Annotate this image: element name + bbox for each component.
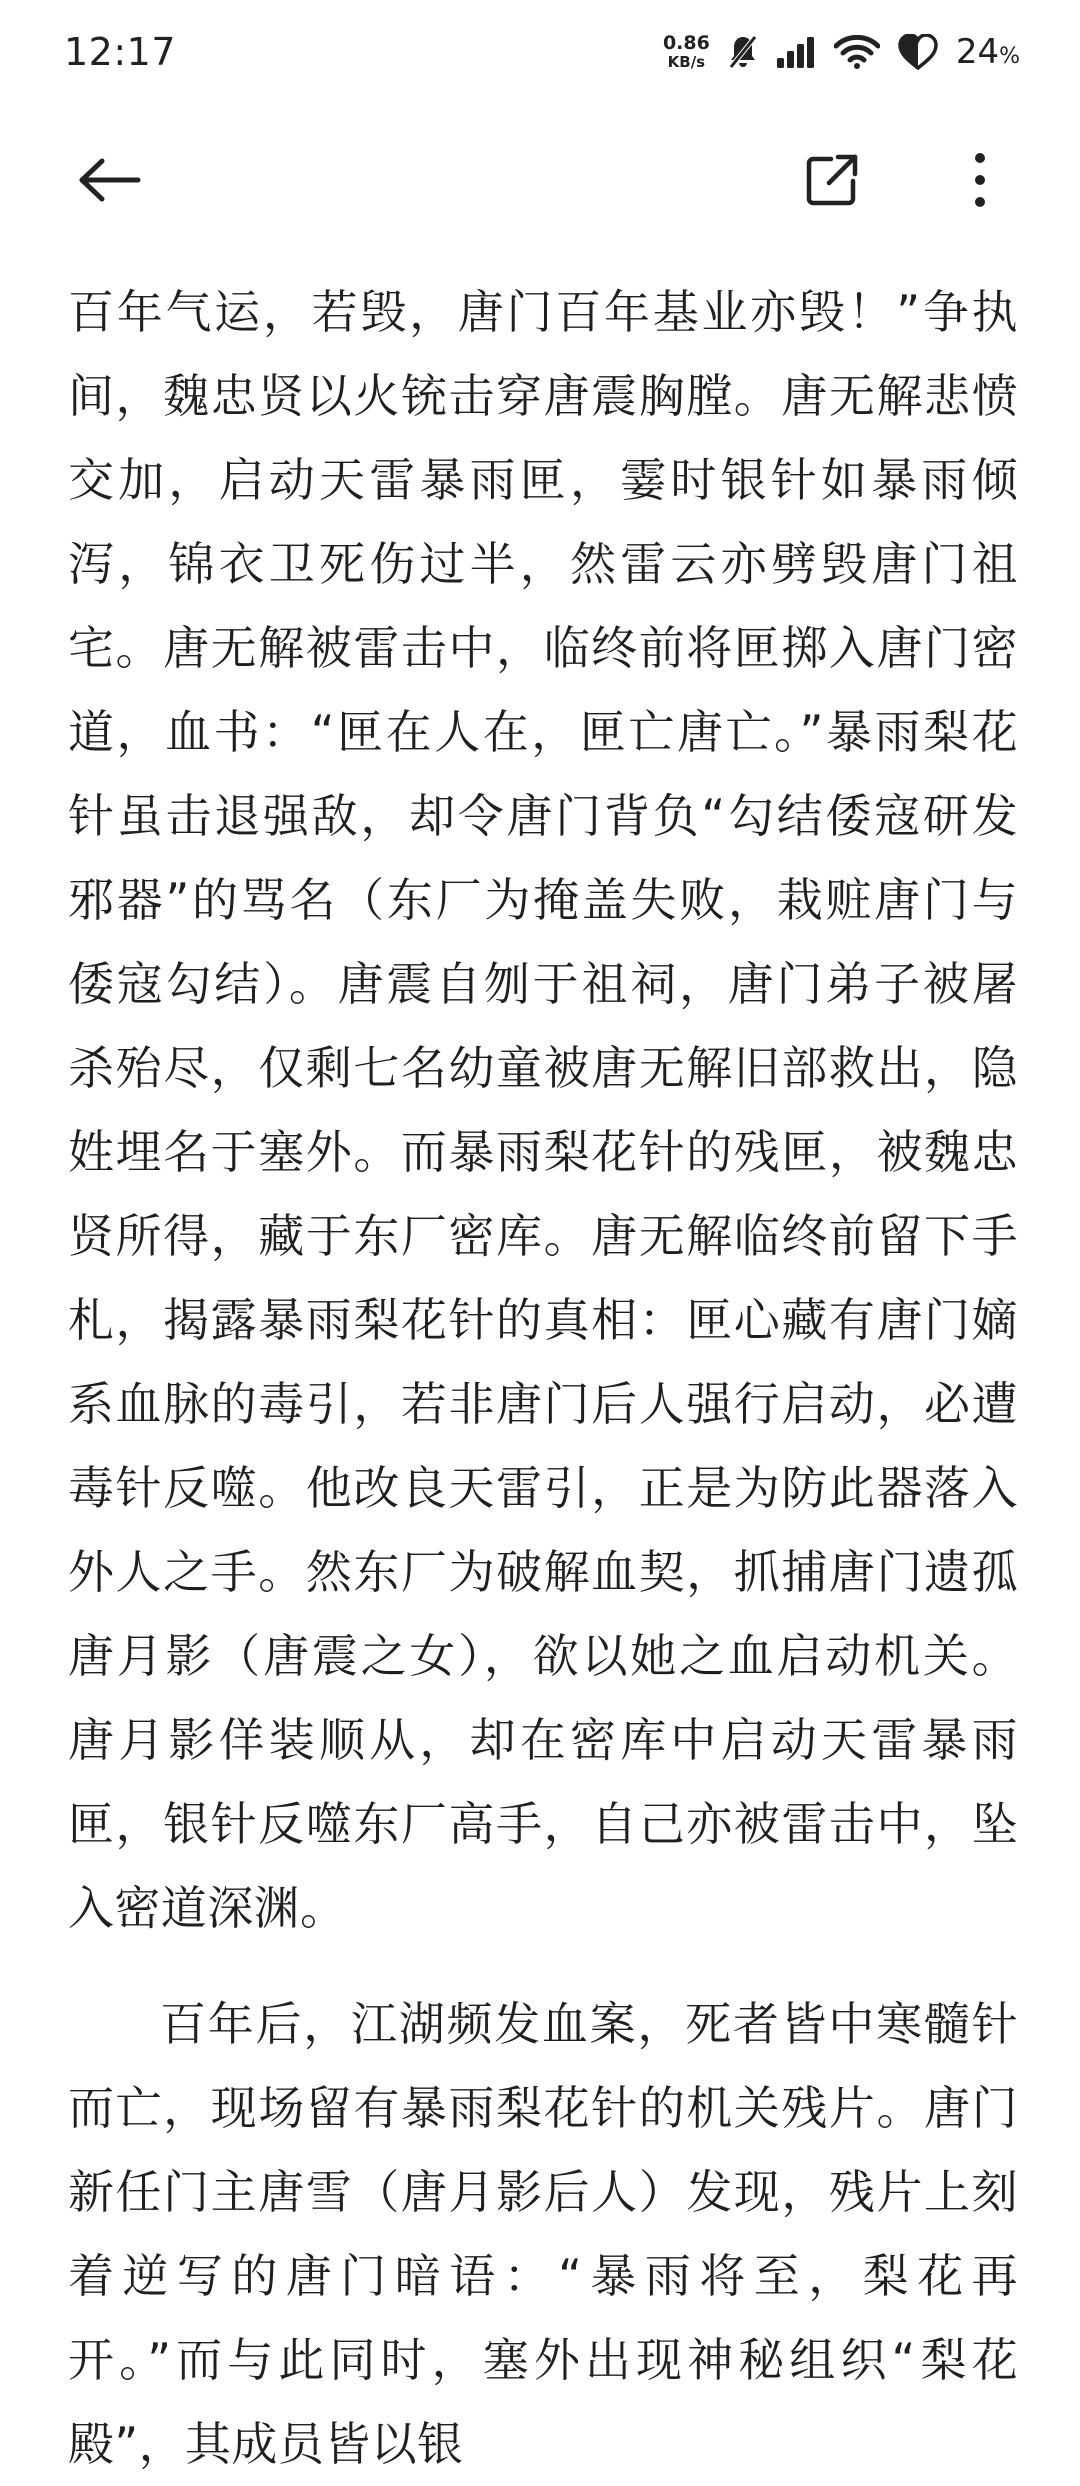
battery-percent-value: 24 [955, 32, 1000, 72]
share-button[interactable] [784, 132, 880, 228]
battery-percent [956, 32, 1020, 72]
toolbar [0, 120, 1080, 240]
network-speed-value: 0.86 [662, 32, 710, 54]
article-body [68, 270, 1018, 2486]
more-options-button[interactable] [932, 132, 1028, 228]
back-arrow-icon [78, 158, 142, 202]
network-speed [663, 34, 710, 70]
share-icon [805, 153, 859, 207]
battery-heart-icon [898, 34, 938, 70]
signal-icon [776, 36, 816, 68]
network-speed-unit: KB/s [667, 53, 706, 71]
status-bar [0, 0, 1080, 104]
status-icons [663, 32, 1020, 72]
article-paragraph-2: 百年后，江湖频发血案，死者皆中寒髓针而亡，现场留有暴雨梨花针的机关残片。唐门新任门主唐雪（唐月影后人）发现，残片上刻着逆写的唐门暗语：“暴雨将至，梨花再开。”而与此同时，塞外出现神秘组织“梨花殿”，其成员皆以银 [68, 1997, 1018, 2471]
back-button[interactable] [62, 132, 158, 228]
battery-percent-suffix: % [999, 44, 1020, 69]
mute-bell-icon [728, 34, 758, 70]
more-vert-icon [974, 152, 986, 208]
article-paragraph-1: 百年气运，若毁，唐门百年基业亦毁！”争执间，魏忠贤以火铳击穿唐震胸膛。唐无解悲愤交加，启动天雷暴雨匣，霎时银针如暴雨倾泻，锦衣卫死伤过半，然雷云亦劈毁唐门祖宅。唐无解被雷击中，临终前将匣掷入唐门密道，血书：“匣在人在，匣亡唐亡。”暴雨梨花针虽击退强敌，却令唐门背负“勾结倭寇研发邪器”的骂名（东厂为掩盖失败，栽赃唐门与倭寇勾结）。唐震自刎于祖祠，唐门弟子被屠杀殆尽，仅剩七名幼童被唐无解旧部救出，隐姓埋名于塞外。而暴雨梨花针的残匣，被魏忠贤所得，藏于东厂密库。唐无解临终前留下手札，揭露暴雨梨花针的真相：匣心藏有唐门嫡系血脉的毒引，若非唐门后人强行启动，必遭毒针反噬。他改良天雷引，正是为防此器落入外人之手。然东厂为破解血契，抓捕唐门遗孤唐月影（唐震之女），欲以她之血启动机关。唐月影佯装顺从，却在密库中启动天雷暴雨匣，银针反噬东厂高手，自己亦被雷击中，坠入密道深渊。 [68, 285, 1018, 1935]
wifi-icon [834, 35, 880, 69]
status-time: 12:17 [64, 30, 177, 74]
